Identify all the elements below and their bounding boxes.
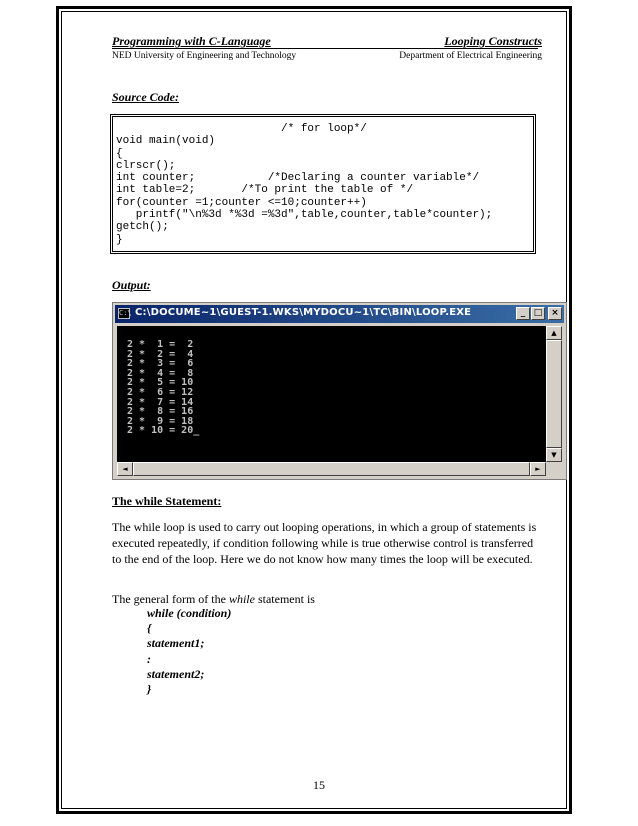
general-form-prefix: The general form of the [112, 592, 229, 606]
console-window-title: C:\DOCUME~1\GUEST-1.WKS\MYDOCU~1\TC\BIN\LOOP.EXE [135, 307, 472, 318]
syntax-line: : [147, 651, 151, 666]
scroll-up-button[interactable]: ▲ [546, 326, 562, 340]
general-form-sentence [112, 592, 315, 607]
source-code-label: Source Code: [112, 90, 179, 104]
scrollbar-corner [546, 462, 562, 476]
minimize-button[interactable]: _ [516, 307, 530, 320]
syntax-line: } [147, 681, 152, 696]
vertical-scroll-thumb[interactable] [546, 340, 562, 448]
source-code-text: /* for loop*/ void main(void) { clrscr(); int counter; /*Declaring a counter variable*/ int table=2; /*To print the table of */ for(counter =1;counter <=10;counter++) printf("\n%3d *%3d =%3d",table,counter,table*counter); getch(); } [116, 123, 493, 246]
syntax-line: { [147, 621, 152, 636]
scroll-right-button[interactable]: ► [530, 462, 546, 476]
general-form-keyword: while [228, 592, 255, 606]
general-form-suffix: statement is [254, 592, 315, 606]
syntax-line: statement2; [147, 666, 205, 681]
vertical-scrollbar[interactable] [546, 326, 562, 462]
header-university: NED University of Engineering and Technology [112, 51, 297, 61]
maximize-button[interactable]: □ [531, 307, 545, 320]
header-department: Department of Electrical Engineering [399, 51, 542, 61]
header-divider [112, 48, 538, 49]
console-app-icon: C:\ [119, 309, 132, 317]
horizontal-scroll-thumb[interactable] [133, 462, 530, 476]
console-output-area[interactable] [117, 326, 546, 462]
syntax-line: statement1; [147, 636, 205, 651]
console-titlebar[interactable] [115, 305, 564, 323]
console-window [112, 302, 567, 480]
horizontal-scrollbar[interactable] [117, 462, 546, 476]
console-output-text: 2 * 1 = 2 2 * 2 = 4 2 * 3 = 6 2 * 4 = 8 2 * 5 = 10 2 * 6 = 12 2 * 7 = 14 2 * 8 = 16 2 * 9 = 18 2 * 10 = 20_ [127, 339, 200, 437]
scroll-left-button[interactable]: ◄ [117, 462, 133, 476]
scroll-down-button[interactable]: ▼ [546, 448, 562, 462]
while-heading: The while Statement: [112, 494, 222, 508]
header-topic: Looping Constructs [444, 34, 542, 48]
close-button[interactable]: × [548, 307, 562, 320]
syntax-line: while (condition) [147, 606, 232, 620]
output-label: Output: [112, 278, 151, 292]
header-course-title: Programming with C-Language [112, 34, 271, 48]
while-syntax-block [147, 606, 231, 697]
page-number: 15 [313, 778, 325, 792]
while-paragraph: The while loop is used to carry out looping operations, in which a group of statements is executed repeatedly, if condition following while is true otherwise control is transferred to the end of the loop. Here we do not know how many times the loop will be executed. [112, 520, 537, 566]
source-code-box [110, 114, 536, 254]
